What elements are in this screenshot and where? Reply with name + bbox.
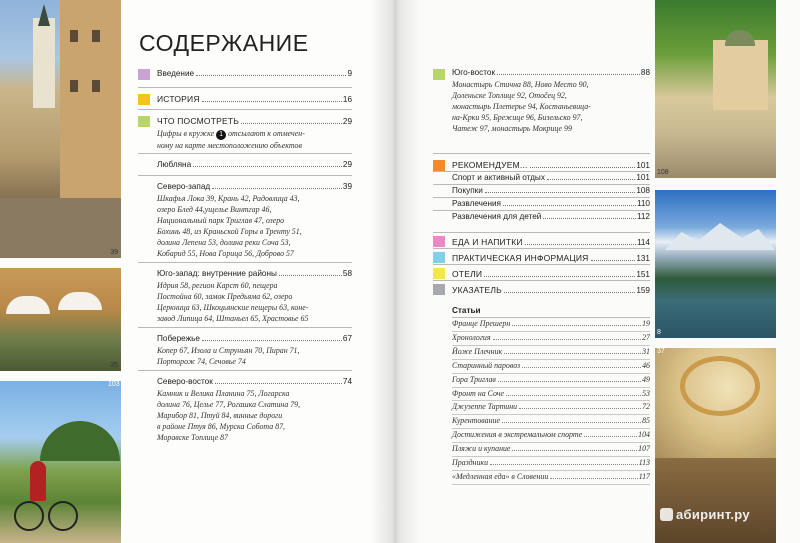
article-item[interactable] [452,443,650,457]
color-swatch [433,236,445,247]
photo-page-number: 35 [110,362,118,369]
article-item[interactable] [452,374,650,388]
toc-entry-coast[interactable]: Побережье 67 Копер 67, Изола и Струньян 70, Пиран 71, Порторож 74, Сечовье 74 [138,328,352,371]
toc-entry-intro[interactable]: Введение 9 [138,67,352,88]
color-swatch [138,69,150,80]
article-page: 19 [642,319,650,328]
article-title: Курентование [452,416,500,426]
article-item[interactable] [452,471,650,485]
article-item[interactable] [452,318,650,332]
map-note: Цифры в кружке 1 отсылают к отмечен- [157,129,305,138]
book-gutter [370,0,420,543]
photo-mountain-lake [655,190,776,338]
mountain-peaks [665,220,775,250]
toc-right-column [433,67,650,485]
article-page: 72 [642,402,650,412]
article-title: Достижения в экстремальном спорте [452,430,583,440]
color-swatch [433,160,445,171]
photo-cyclist [0,381,121,543]
page-title: СОДЕРЖАНИЕ [139,30,309,56]
toc-entry-ljubljana[interactable]: Любляна 29 [138,154,352,176]
toc-entry-northwest[interactable]: Северо-запад 39 Шкафья Лока 39, Крань 42, Радовлица 43, озеро Блед 44,ущелье Винтгар 46, Национальный парк Триглав 47, озеро Бохинь 48, из Краньской Горы в Тренту 51, долина Лепена 53, долина реки Соча 53, Кобарид 55, Нова Горица 56, Доброво 57 [138,176,352,263]
hill [40,421,120,461]
toc-entry-southwest[interactable]: Юго-запад: внутренние районы 58 Идрия 58, регион Карст 60, пещера Постойна 60, замок Предьяма 62, озеро Церкница 63, Шкоцьянские пещеры 63, конe- завод Липица 64, Штаньел 65, Храстовье 65 [138,263,352,328]
photo-page-number: 103 [108,381,120,388]
toc-entry-info[interactable]: ПРАКТИЧЕСКАЯ ИНФОРМАЦИЯ 131 [433,249,650,265]
color-swatch [433,252,445,263]
article-page: 85 [642,416,650,426]
article-page: 27 [642,332,650,342]
article-item[interactable] [452,332,650,346]
article-title: Старинный паровоз [452,360,521,370]
logo-icon [660,508,673,521]
article-page: 31 [642,346,650,356]
ceiling-dome [680,356,760,416]
photo-cafe [0,268,121,371]
article-page: 46 [642,360,650,370]
article-page: 113 [638,458,650,468]
color-swatch [138,116,150,127]
photo-town-street [0,0,121,258]
toc-entry-index[interactable]: УКАЗАТЕЛЬ 159 [433,281,650,299]
article-item[interactable] [452,429,650,443]
photo-page-number: 8 [657,329,661,336]
article-item[interactable] [452,401,650,415]
article-page: 104 [638,430,650,440]
street [0,198,121,258]
toc-entry-northeast[interactable]: Северо-восток 74 Камник и Велика Планина 75, Логарска долина 76, Целье 77, Рогашка Слатина 79, Марибор 81, Птуй 84, винные дороги в районе Птуя 86, Мурска Собота 87, Моравске Топлице 87 [157,377,352,442]
photo-square [655,0,776,178]
house-facade [60,0,121,200]
cyclist [30,461,46,501]
article-title: Франце Прешерн [452,319,511,328]
article-title: Гора Триглав [452,374,496,384]
article-item[interactable] [452,388,650,402]
toc-entry-hotels[interactable]: ОТЕЛИ 151 [433,265,650,281]
article-title: Йоже Плечник [452,346,503,356]
article-page: 49 [642,374,650,384]
color-swatch [433,69,445,80]
article-item[interactable] [452,415,650,429]
articles-section [433,305,650,485]
bike-wheel [48,501,78,531]
bike-wheel [14,501,44,531]
photo-page-number: 108 [657,169,669,176]
article-item[interactable] [452,346,650,360]
article-title: «Медленная еда» в Словении [452,471,549,481]
toc-entry-recommend[interactable]: РЕКОМЕНДУЕМ... 101 [433,154,650,172]
toc-entry-history[interactable]: ИСТОРИЯ 16 [138,88,352,110]
article-item[interactable] [452,360,650,374]
photo-page-number: 37 [657,348,665,355]
toc-entry-shopping[interactable]: Покупки 108 [433,185,650,198]
watermark: абиринт.ру [660,507,750,522]
toc-left-column [138,67,352,447]
article-title: Хронология [452,332,491,342]
circled-number-icon: 1 [216,130,226,140]
photo-page-number: 39 [110,249,118,256]
dome [725,30,755,46]
staircase [655,458,776,543]
article-title: Пляжи и купание [452,444,511,454]
toc-entry-see[interactable]: ЧТО ПОСМОТРЕТЬ 29 Цифры в кружке 1 отсылают к отмечен- ному на карте местоположению объектов [138,110,352,154]
toc-entry-sport[interactable]: Спорт и активный отдых 101 [433,172,650,185]
article-title: Джузеппе Тартини [452,402,518,412]
toc-entry-southeast[interactable]: Юго-восток 88 Монастырь Стична 88, Ново Место 90, Доленьске Топлице 92, Отočец 92, монастырь Плетерье 94, Костаньевица- на-Крки 95, Брежице 96, Бизельско 97, Чатеж 97, монастырь Мокрице 99 [433,67,650,154]
church-tower [33,18,55,108]
toc-entry-kids[interactable]: Развлечения для детей 112 [433,211,650,233]
article-title: Фронт на Соче [452,388,504,398]
article-page: 53 [642,388,650,398]
article-page: 117 [638,471,650,481]
toc-entry-entertainment[interactable]: Развлечения 110 [433,198,650,211]
article-page: 107 [638,444,650,454]
color-swatch [138,94,150,105]
article-item[interactable] [452,457,650,471]
church-spire [38,4,50,26]
article-title: Праздники [452,458,489,468]
building [713,40,768,110]
articles-list [452,318,650,485]
color-swatch [433,268,445,279]
toc-entry-food[interactable]: ЕДА И НАПИТКИ 114 [433,233,650,249]
color-swatch [433,284,445,295]
articles-title: Статьи [452,305,650,318]
